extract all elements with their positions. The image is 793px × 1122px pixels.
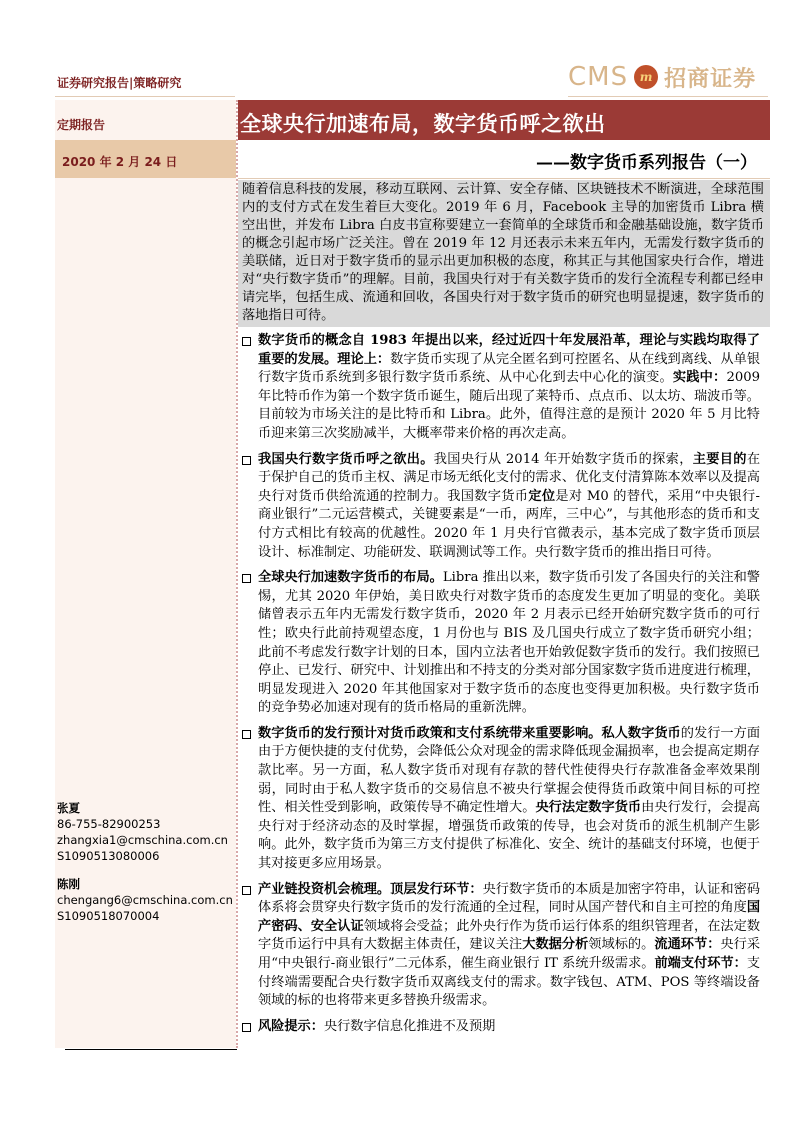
key-point-text: Libra 推出以来，数字货币引发了各国央行的关注和警惕，尤其 2020 年伊始，美日欧央行对数字货币的态度发生更加了明显的变化。美联储曾表示五年内无需发行数字货币，2020 年 2 月表示已经开始研究数字货币的可行性；欧央行此前持观望态度，1 月份也与 BIS 及几国央行成立了数字货币研究小组；此前不考虑发行数字计划的日本，国内立法者也开始敦促数字货币的发行。我们按照已停止、已发行、研究中、计划推出和不持支的分类对部分国家数字货币进度进行梳理，明显发现进入 2020 年其他国家对于数字货币的态度也变得更加积极。央行数字货币的竞争势必加速对现有的货币格局的重新洗牌。 — [258, 570, 760, 716]
key-point-bold-text: 前端支付环节： — [654, 956, 747, 971]
report-type: 定期报告 — [57, 118, 106, 132]
key-point — [242, 569, 760, 718]
footer-divider — [65, 1049, 237, 1050]
author-phone: 86-755-82900253 — [57, 817, 161, 831]
key-point-bold-text: 流通环节： — [654, 937, 721, 953]
key-point-text: 由央行发行，会提高央行对于经济动态的及时掌握，增强货币政策的传导，也会对货币的派生机制产生影响。此外，数字货币为第三方支付提供了标准化、安全、统计的基础支付环境，也便于其对接更多应用场景。 — [258, 800, 761, 872]
square-bullet-icon — [242, 456, 251, 465]
author-name: 张夏 — [57, 801, 80, 815]
author-email[interactable]: chengang6@cmschina.com.cn — [57, 893, 233, 907]
key-point — [242, 881, 760, 1011]
logo-text: CMS — [568, 62, 629, 92]
square-bullet-icon — [242, 574, 251, 583]
key-point-text: 领域标的。 — [588, 937, 655, 953]
key-point — [242, 451, 760, 563]
authors-block — [57, 800, 233, 924]
key-point-bold-text: 全球央行加速数字货币的布局。 — [258, 570, 443, 586]
summary-box: 随着信息科技的发展，移动互联网、云计算、安全存储、区块链技术不断演进，全球范围内的支付方式在发生着巨大变化。2019 年 6 月，Facebook 主导的加密货币 Libra 横空出世，并发布 Libra 白皮书宣称要建立一套简单的全球货币和金融基础设施，数字货币的概念引起市场广泛关注。曾在 2019 年 12 月还表示未来五年内，无需发行数字货币的美联储，近日对于数字货币的显示出更加积极的态度，称其正与其他国家央行合作，增进对“央行数字货币”的理解。目前，我国央行对于有关数字货币的发行全流程专利都已经申请完毕，包括生成、流通和回收，各国央行对于数字货币的研究也明显提速，数字货币的落地指日可待。 — [238, 180, 770, 327]
key-point — [242, 332, 760, 444]
key-point-bold-text: 大数据分析 — [522, 937, 589, 953]
header-divider — [55, 96, 235, 97]
key-point-bold-text: 风险提示： — [258, 1018, 324, 1034]
author-name: 陈刚 — [57, 877, 80, 891]
report-date: 2020 年 2 月 24 日 — [62, 155, 178, 169]
key-point-bold-text: 数字货币的概念自 1983 年提出以来，经过近四十年发展沿革，理论与实践均取得了重要的发展。理论上： — [258, 333, 760, 367]
cms-logo — [568, 58, 768, 97]
key-point-bold-text: 数字货币的发行预计对货币政策和支付系统带来重要影响。私人数字货币 — [258, 725, 681, 741]
key-point-text: 央行数字货币的本质是加密字符串，认证和密码体系将会贯穿央行数字货币的发行流通的全过程，同时从国产替代和自主可控的角度 — [258, 881, 761, 916]
logo-cn: 招商证券 — [664, 65, 757, 92]
key-point-bold-text: 主要目的 — [692, 451, 747, 467]
key-point-text: 领域将会受益；此外央行作为货币运行体系的组织管理者，在法定数字货币运行中具有大数据主体责任，建议关注 — [258, 918, 761, 953]
square-bullet-icon — [242, 886, 251, 895]
subtitle-divider — [238, 178, 770, 179]
key-point-bold-text: 国产密码、安全认证 — [258, 900, 760, 934]
key-point-text: 央行采用“中央银行-商业银行”二元体系，催生商业银行 IT 系统升级需求。 — [258, 937, 761, 971]
key-point-bold-text: 定位 — [528, 488, 556, 504]
key-point-text: 的发行一方面由于方便快捷的支付优势，会降低公众对现金的需求降低现金漏损率，也会提高定期存款比率。另一方面，私人数字货币对现有存款的替代性使得央行存款准备金率效果削弱，同时由于私人数字货币的交易信息不被央行掌握会使得货币政策中间目标的可控性、相关性受到影响，政策传导不确定性增大。 — [258, 725, 761, 816]
key-point-text: 是对 M0 的替代，采用“中央银行-商业银行”二元运营模式，关键要素是“一币，两库，三中心”，与其他形态的货币和支付方式相比有较高的优越性。2020 年 1 月央行官微表示，基本完成了数字货币顶层设计、标准制定、功能研发、联调测试等工作。央行数字货币的推出指日可待。 — [258, 488, 760, 560]
key-point-bold-text: 实践中： — [672, 370, 727, 386]
key-point-text: 2009 年比特币作为第一个数字货币诞生，随后出现了莱特币、点点币、以太坊、瑞波币等。目前较为市场关注的是比特币和 Libra。此外，值得注意的是预计 2020 年 5 月比特币迎来第三次奖励减半，大概率带来价格的再次走高。 — [258, 370, 761, 441]
key-point-bold-text: 央行法定数字货币 — [535, 800, 642, 816]
author-email[interactable]: zhangxia1@cmschina.com.cn — [57, 833, 228, 847]
key-points-list — [242, 332, 760, 1043]
key-point — [242, 1018, 760, 1037]
square-bullet-icon — [242, 730, 251, 739]
key-point-bold-text: 我国央行数字货币呼之欲出。 — [258, 451, 434, 467]
square-bullet-icon — [242, 1023, 251, 1032]
key-point-text: 支付终端需要配合央行数字货币双离线支付的需求。数字钱包、ATM、POS 等终端设备领域的标的也将带来更多替换升级需求。 — [258, 956, 761, 1009]
key-point-bold-text: 产业链投资机会梳理。顶层发行环节： — [258, 881, 483, 897]
key-point-text: 数字货币实现了从完全匿名到可控匿名、从在线到离线、从单银行数字货币系统到多银行数字货币系统、从中心化到去中心化的演变。 — [258, 351, 761, 386]
square-bullet-icon — [242, 337, 251, 346]
report-subtitle: ——数字货币系列报告（一） — [536, 153, 757, 173]
author-license: S1090513080006 — [57, 849, 160, 863]
report-category: 证券研究报告|策略研究 — [57, 76, 182, 90]
report-title: 全球央行加速布局，数字货币呼之欲出 — [240, 111, 606, 136]
logo-mark-icon: m — [634, 65, 658, 89]
key-point-text: 在于保护自己的货币主权、满足市场无纸化支付的需求、优化支付清算陈本效率以及提高央行对货币供给流通的控制力。我国数字货币 — [258, 451, 761, 504]
key-point-text: 央行数字信息化推进不及预期 — [323, 1018, 496, 1034]
author-license: S1090518070004 — [57, 909, 160, 923]
key-point — [242, 725, 760, 874]
key-point-text: 我国央行从 2014 年开始数字货币的探索， — [433, 451, 693, 467]
